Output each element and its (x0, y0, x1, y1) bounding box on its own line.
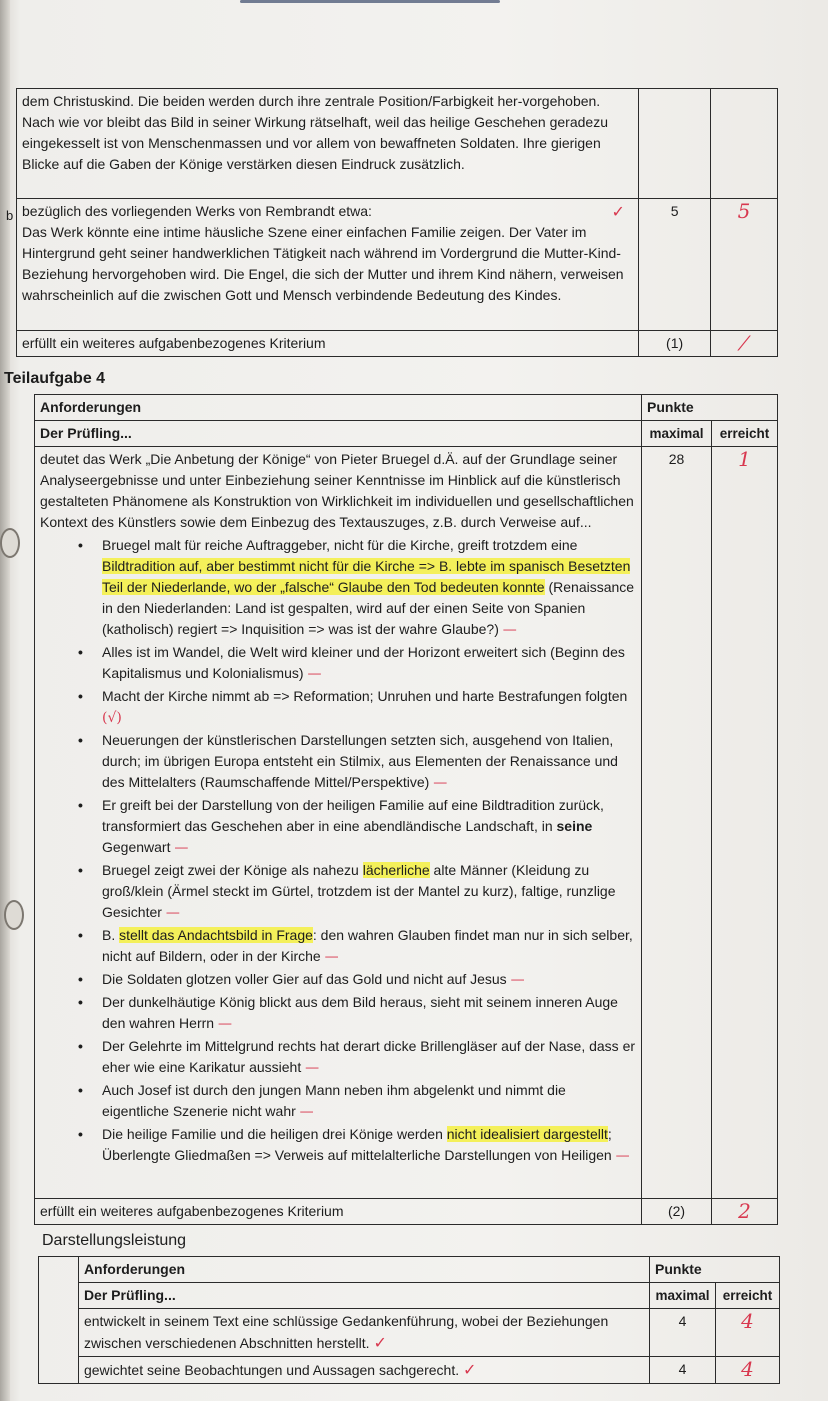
list-item: • Die heilige Familie und die heiligen drei Könige werden nicht idealisiert dargestellt; Überlengte Gliedmaßen => Verweis auf mittelalterliche Darstellungen von Heiligen — (102, 1124, 636, 1167)
list-item: • Der Gelehrte im Mittelgrund rechts hat derart dicke Brillengläser auf der Nase, dass er eher wie eine Karikatur aussieht — (102, 1036, 636, 1079)
margin-note: (√) (102, 710, 122, 726)
checkmark: ✓ (611, 201, 625, 221)
max-points: 4 (650, 1357, 716, 1384)
edge-mark: b (6, 208, 14, 223)
section-title: Teilaufgabe 4 (4, 370, 106, 387)
header-anforderungen: Anforderungen (35, 395, 642, 421)
list-item: • Er greift bei der Darstellung von der heiligen Familie auf eine Bildtradition zurück, transformiert das Geschehen aber in eine abendländische Landschaft, in seine Gegenwart — (102, 795, 636, 859)
max-points: 4 (650, 1309, 716, 1357)
criteria-table-top (16, 88, 778, 357)
list-item: • Die Soldaten glotzen voller Gier auf das Gold und nicht auf Jesus — (102, 969, 636, 991)
list-item: • Macht der Kirche nimmt ab => Reformation; Unruhen und harte Bestrafungen folgten (√) (102, 686, 636, 729)
achieved-points: 4 (715, 1357, 779, 1384)
top-edge-mark (240, 0, 500, 3)
section-title: Darstellungsleistung (42, 1232, 187, 1249)
achieved-points: 5 (711, 199, 778, 331)
criteria-table-darstellungsleistung (38, 1256, 780, 1384)
binder-ring (4, 900, 24, 930)
criteria-intro: deutet das Werk „Die Anbetung der Könige“ von Pieter Bruegel d.Ä. auf der Grundlage seiner Analyseergebnisse und unter Einbeziehung seiner Kenntnisse im Hinblick auf die künstlerisch gestalteten Phänomene als Konstruktion von Wirklichkeit im individuellen und gesellschaftlichen Kontext des Künstlers sowie dem Einbezug des Textauszuges, z.B. durch Verweise auf... (40, 451, 634, 530)
achieved-points: 1 (712, 447, 778, 1199)
criteria-text: entwickelt in seinem Text eine schlüssige Gedankenführung, wobei der Beziehungen zwischen verschiedenen Abschnitten herstellt. ✓ (78, 1309, 649, 1357)
list-item: • Bruegel malt für reiche Auftraggeber, nicht für die Kirche, greift trotzdem eine Bildtradition auf, aber bestimmt nicht für die Kirche => B. lebte im spanisch Besetzten Teil der Niederlande, wo der „falsche“ Glaube den Tod bedeuten konnte (Renaissance in den Niederlanden: Land ist gespalten, wird auf der einen Seite von Spanien (katholisch) regiert => Inquisition => was ist der wahre Glaube?) — (102, 535, 636, 641)
header-punkte: Punkte (642, 395, 778, 421)
list-item: • Auch Josef ist durch den jungen Mann neben ihm abgelenkt und nimmt die eigentliche Szenerie nicht wahr — (102, 1080, 636, 1123)
achieved-points: 4 (715, 1309, 779, 1357)
criteria-text: dem Christuskind. Die beiden werden durch ihre zentrale Position/Farbigkeit her-vorgehoben. Nach wie vor bleibt das Bild in seiner Wirkung rätselhaft, weil das heilige Geschehen geradezu eingekesselt ist von Menschenmassen und vor allem von bewaffneten Soldaten. Ihre gierigen Blicke auf die Gaben der Könige verstärken diesen Eindruck zusätzlich. (17, 89, 639, 199)
highlight: nicht idealisiert dargestellt (446, 1126, 608, 1142)
header-erreicht: erreicht (712, 421, 778, 447)
max-points: 5 (639, 199, 711, 331)
max-points-cell (639, 89, 711, 199)
achieved-points-cell (711, 89, 778, 199)
criteria-table-teilaufgabe-4 (34, 394, 778, 1225)
list-item: • Alles ist im Wandel, die Welt wird kleiner und der Horizont erweitert sich (Beginn des Kapitalismus und Kolonialismus) — (102, 642, 636, 685)
highlight: Bildtradition auf, aber bestimmt nicht für die Kirche => B. lebte im spanisch Besetzten Teil der Niederlande, wo der „falsche“ Glaube den Tod bedeuten konnte (102, 558, 631, 595)
max-points: (2) (642, 1199, 712, 1225)
header-pruefling: Der Prüfling... (78, 1283, 649, 1309)
header-maximal: maximal (642, 421, 712, 447)
checkmark: ✓ (463, 1360, 477, 1379)
header-punkte: Punkte (650, 1257, 780, 1283)
criteria-list (40, 535, 636, 1167)
binder-ring (0, 528, 20, 558)
list-item: • Neuerungen der künstlerischen Darstellungen setzten sich, ausgehend von Italien, durch; im übrigen Europa entsteht ein Stilmix, aus Elementen der Renaissance und des Mittelalters (Raumschaffende Mittel/Perspektive) — (102, 730, 636, 794)
header-anforderungen: Anforderungen (78, 1257, 649, 1283)
header-pruefling: Der Prüfling... (35, 421, 642, 447)
highlight: lächerliche (362, 862, 430, 878)
blank-column (39, 1257, 79, 1384)
criteria-text: gewichtet seine Beobachtungen und Aussagen sachgerecht. ✓ (78, 1357, 649, 1384)
criteria-text: erfüllt ein weiteres aufgabenbezogenes Kriterium (35, 1199, 642, 1225)
checkmark: ✓ (373, 1333, 387, 1352)
list-item: • B. stellt das Andachtsbild in Frage: den wahren Glauben findet man nur in sich selber, nicht auf Bildern, oder in der Kirche — (102, 925, 636, 968)
header-maximal: maximal (650, 1283, 716, 1309)
achieved-points: 2 (712, 1199, 778, 1225)
achieved-points-slash: ⁄ (711, 331, 778, 357)
highlight: stellt das Andachtsbild in Frage (119, 927, 313, 943)
header-erreicht: erreicht (715, 1283, 779, 1309)
criteria-text: bezüglich des vorliegenden Werks von Rembrandt etwa: ✓ Das Werk könnte eine intime häusliche Szene einer einfachen Familie zeigen. Der Vater im Hintergrund geht seiner handwerklichen Tätigkeit nach während im Vordergrund die Mutter-Kind-Beziehung hervorgehoben wird. Die Engel, die sich der Mutter und ihrem Kind nähern, verweisen wahrscheinlich auf die zwischen Gott und Mensch verbindende Bedeutung des Kindes. (17, 199, 639, 331)
criteria-text: erfüllt ein weiteres aufgabenbezogenes Kriterium (17, 331, 639, 357)
criteria-text (35, 447, 642, 1199)
max-points: (1) (639, 331, 711, 357)
max-points: 28 (642, 447, 712, 1199)
list-item: • Bruegel zeigt zwei der Könige als nahezu lächerliche alte Männer (Kleidung zu groß/klein (Ärmel steckt im Gürtel, trotzdem ist der Mantel zu kurz), faltige, runzlige Gesichter — (102, 860, 636, 924)
list-item: • Der dunkelhäutige König blickt aus dem Bild heraus, sieht mit seinem inneren Auge den wahren Herrn — (102, 992, 636, 1035)
